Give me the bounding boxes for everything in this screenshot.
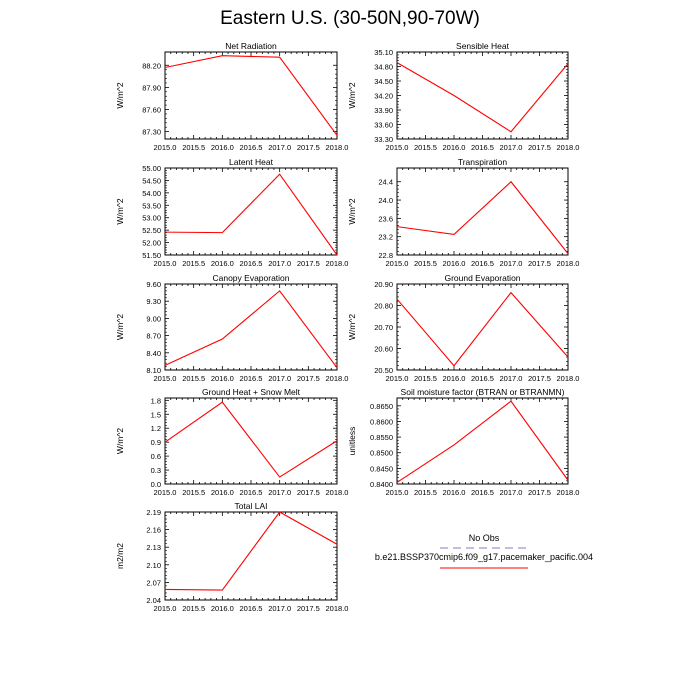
chart-panel-2 <box>347 41 579 152</box>
x-tick-label: 2015.5 <box>182 488 206 497</box>
x-tick-label: 2016.5 <box>239 374 263 383</box>
series-line <box>397 293 568 366</box>
x-tick-label: 2017.0 <box>268 604 292 613</box>
x-tick-label: 2016.5 <box>471 143 494 152</box>
x-tick-label: 2017.0 <box>499 488 523 497</box>
x-tick-label: 2016.5 <box>239 604 263 613</box>
x-tick-label: 2016.0 <box>442 488 466 497</box>
x-tick-label: 2018.0 <box>556 488 580 497</box>
x-tick-label: 2016.5 <box>471 374 494 383</box>
y-tick-label: 8.70 <box>146 331 161 341</box>
x-tick-label: 2018.0 <box>556 143 580 152</box>
x-tick-label: 2018.0 <box>556 259 580 268</box>
x-tick-label: 2018.0 <box>325 488 349 497</box>
panel-title: Soil moisture factor (BTRAN or BTRANMN) <box>400 387 565 397</box>
legend-model-label: b.e21.BSSP370cmip6.f09_g17.pacemaker_pacific.004 <box>374 552 594 562</box>
y-tick-label: 2.19 <box>146 508 161 517</box>
y-axis-label: W/m^2 <box>115 427 125 455</box>
x-tick-label: 2015.5 <box>414 259 437 268</box>
y-tick-label: 88.20 <box>142 61 161 71</box>
chart-panel-5 <box>115 273 348 383</box>
y-axis-label: W/m^2 <box>115 198 125 225</box>
y-tick-label: 34.20 <box>374 91 393 101</box>
x-tick-label: 2017.0 <box>499 374 523 383</box>
y-tick-label: 2.16 <box>146 525 161 535</box>
chart-panel-1 <box>115 41 348 152</box>
y-tick-label: 20.80 <box>374 301 393 311</box>
x-tick-label: 2015.5 <box>182 259 206 268</box>
x-tick-label: 2017.5 <box>528 259 551 268</box>
x-tick-label: 2017.0 <box>268 488 292 497</box>
y-tick-label: 20.90 <box>374 280 393 289</box>
y-tick-label: 23.2 <box>378 232 393 242</box>
panel-title: Ground Heat + Snow Melt <box>201 387 301 397</box>
y-tick-label: 20.60 <box>374 344 393 354</box>
y-tick-label: 23.6 <box>378 214 393 224</box>
y-tick-label: 0.8650 <box>370 401 393 411</box>
x-tick-label: 2015.0 <box>153 374 177 383</box>
y-tick-label: 51.50 <box>142 251 161 260</box>
x-tick-label: 2017.0 <box>268 143 292 152</box>
x-tick-label: 2016.5 <box>239 488 263 497</box>
x-tick-label: 2017.5 <box>296 604 320 613</box>
y-axis-label: W/m^2 <box>347 313 357 341</box>
y-axis-label: W/m^2 <box>347 82 357 109</box>
plot-frame <box>397 168 568 255</box>
y-tick-label: 0.6 <box>150 452 161 462</box>
x-tick-label: 2016.5 <box>471 488 494 497</box>
y-axis-label: unitless <box>347 426 357 456</box>
y-tick-label: 0.8450 <box>370 464 393 474</box>
x-tick-label: 2018.0 <box>325 259 349 268</box>
x-tick-label: 2016.5 <box>239 143 263 152</box>
x-tick-label: 2015.5 <box>414 488 437 497</box>
chart-panel-8 <box>347 387 579 497</box>
y-tick-label: 52.50 <box>142 226 161 236</box>
y-tick-label: 2.07 <box>146 578 161 588</box>
series-line <box>165 291 337 368</box>
x-tick-label: 2017.5 <box>296 259 320 268</box>
series-line <box>397 401 568 482</box>
panel-title: Canopy Evaporation <box>212 273 290 283</box>
x-tick-label: 2015.5 <box>414 143 437 152</box>
y-tick-label: 34.80 <box>374 62 393 72</box>
series-line <box>397 63 568 132</box>
panel-title: Latent Heat <box>229 157 273 167</box>
y-tick-label: 53.00 <box>142 213 161 223</box>
x-tick-label: 2015.0 <box>153 143 177 152</box>
y-tick-label: 24.0 <box>378 196 393 206</box>
x-tick-label: 2016.0 <box>442 374 466 383</box>
y-tick-label: 2.10 <box>146 560 161 570</box>
plot-frame <box>165 168 337 255</box>
y-tick-label: 33.30 <box>374 135 393 144</box>
x-tick-label: 2017.5 <box>296 143 320 152</box>
y-tick-label: 0.8500 <box>370 448 393 458</box>
series-line <box>165 56 337 136</box>
x-tick-label: 2015.5 <box>182 143 206 152</box>
x-tick-label: 2015.0 <box>153 259 177 268</box>
x-tick-label: 2018.0 <box>325 143 349 152</box>
y-tick-label: 24.4 <box>378 177 393 187</box>
y-tick-label: 0.8600 <box>370 417 393 427</box>
x-tick-label: 2017.0 <box>499 143 523 152</box>
chart-panel-9 <box>115 501 348 613</box>
x-tick-label: 2016.5 <box>471 259 494 268</box>
y-tick-label: 8.10 <box>146 366 161 375</box>
x-tick-label: 2017.5 <box>528 374 551 383</box>
plot-frame <box>165 398 337 484</box>
y-tick-label: 9.00 <box>146 314 161 324</box>
x-tick-label: 2016.5 <box>239 259 263 268</box>
y-tick-label: 9.30 <box>146 297 161 307</box>
x-tick-label: 2015.0 <box>385 259 409 268</box>
panel-title: Transpiration <box>457 157 508 167</box>
x-tick-label: 2018.0 <box>325 604 349 613</box>
legend-obs-label: No Obs <box>468 533 500 543</box>
x-tick-label: 2016.0 <box>210 143 234 152</box>
chart-panel-4 <box>347 157 579 268</box>
series-line <box>397 182 568 254</box>
x-tick-label: 2015.0 <box>385 488 409 497</box>
y-tick-label: 20.70 <box>374 323 393 332</box>
y-axis-label: W/m^2 <box>347 198 357 225</box>
x-tick-label: 2016.0 <box>442 143 466 152</box>
y-tick-label: 22.8 <box>378 251 393 260</box>
x-tick-label: 2018.0 <box>556 374 580 383</box>
x-tick-label: 2017.5 <box>296 374 320 383</box>
y-tick-label: 33.60 <box>374 120 393 130</box>
x-tick-label: 2017.0 <box>268 259 292 268</box>
y-tick-label: 87.30 <box>142 127 161 137</box>
y-tick-label: 55.00 <box>142 164 161 173</box>
x-tick-label: 2015.5 <box>182 604 206 613</box>
x-tick-label: 2015.0 <box>153 488 177 497</box>
panel-title: Sensible Heat <box>456 41 509 51</box>
y-tick-label: 35.10 <box>374 48 393 57</box>
x-tick-label: 2016.0 <box>210 374 234 383</box>
x-tick-label: 2015.0 <box>153 604 177 613</box>
figure-title: Eastern U.S. (30-50N,90-70W) <box>220 8 480 29</box>
series-line <box>165 402 337 477</box>
plot-frame <box>165 284 337 370</box>
plot-frame <box>165 512 337 600</box>
y-tick-label: 0.8400 <box>370 480 393 489</box>
y-axis-label: W/m^2 <box>115 82 125 109</box>
y-tick-label: 33.90 <box>374 106 393 115</box>
x-tick-label: 2015.5 <box>414 374 437 383</box>
y-tick-label: 52.00 <box>142 238 161 248</box>
y-tick-label: 9.60 <box>146 280 161 289</box>
x-tick-label: 2017.0 <box>499 259 523 268</box>
plot-frame <box>397 284 568 370</box>
x-tick-label: 2015.0 <box>385 374 409 383</box>
panel-title: Ground Evaporation <box>444 273 521 283</box>
y-tick-label: 2.13 <box>146 543 161 553</box>
plot-frame <box>397 52 568 139</box>
y-tick-label: 87.90 <box>142 83 161 93</box>
x-tick-label: 2017.0 <box>268 374 292 383</box>
plot-frame <box>165 52 337 139</box>
x-tick-label: 2017.5 <box>528 488 551 497</box>
x-tick-label: 2016.0 <box>442 259 466 268</box>
x-tick-label: 2017.5 <box>296 488 320 497</box>
x-tick-label: 2015.0 <box>385 143 409 152</box>
x-tick-label: 2016.0 <box>210 488 234 497</box>
x-tick-label: 2016.0 <box>210 604 234 613</box>
y-tick-label: 0.8550 <box>370 433 393 443</box>
y-tick-label: 1.8 <box>150 396 161 406</box>
panel-title: Net Radiation <box>225 41 277 51</box>
y-tick-label: 1.2 <box>150 424 161 434</box>
y-tick-label: 0.0 <box>150 480 161 489</box>
y-tick-label: 0.9 <box>150 438 161 448</box>
y-tick-label: 8.40 <box>146 348 161 358</box>
y-tick-label: 1.5 <box>150 410 161 420</box>
y-tick-label: 34.50 <box>374 77 393 86</box>
y-tick-label: 2.04 <box>146 596 161 605</box>
y-tick-label: 53.50 <box>142 201 161 211</box>
x-tick-label: 2017.5 <box>528 143 551 152</box>
x-tick-label: 2018.0 <box>325 374 349 383</box>
y-tick-label: 20.50 <box>374 366 393 375</box>
y-tick-label: 0.3 <box>150 466 161 476</box>
chart-panel-7 <box>115 387 348 497</box>
chart-panel-3 <box>115 157 348 268</box>
series-line <box>165 512 337 590</box>
series-line <box>165 174 337 255</box>
legend <box>375 533 593 568</box>
y-axis-label: m2/m2 <box>115 543 125 569</box>
panel-title: Total LAI <box>234 501 268 511</box>
chart-panel-6 <box>347 273 579 383</box>
y-tick-label: 54.00 <box>142 188 161 198</box>
x-tick-label: 2016.0 <box>210 259 234 268</box>
x-tick-label: 2015.5 <box>182 374 206 383</box>
y-tick-label: 54.50 <box>142 176 161 186</box>
y-tick-label: 87.60 <box>142 105 161 115</box>
y-axis-label: W/m^2 <box>115 313 125 341</box>
plot-frame <box>397 398 568 484</box>
